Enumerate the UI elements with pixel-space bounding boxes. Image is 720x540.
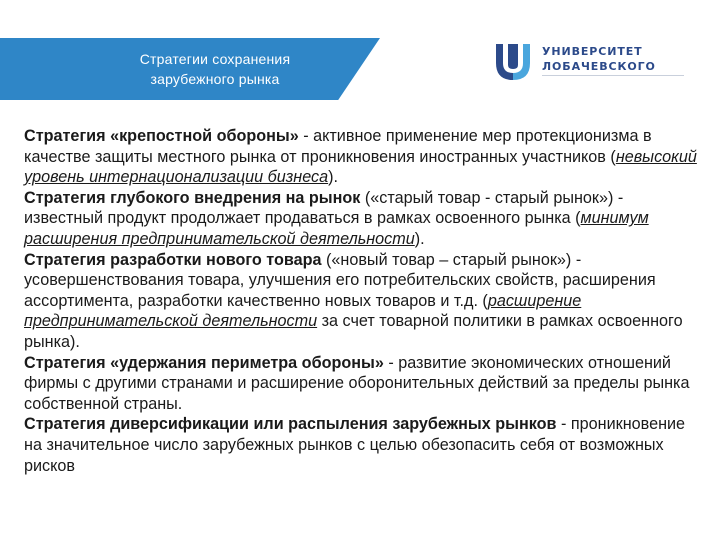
page-title — [90, 49, 340, 89]
strategy-name: Стратегия глубокого внедрения на рынок — [24, 188, 361, 207]
strategy-name: Стратегия «крепостной обороны» — [24, 127, 299, 145]
strategies-text — [24, 126, 704, 476]
logo-wordmark — [542, 44, 656, 74]
strategy-description: - развитие экономических отношений фирмы с другими странами и расширение оборонительных действий за пределы рынка собственной страны. — [24, 353, 690, 413]
strategy-description: - проникновение на значительное число зарубежных рынков с целью обезопасить себя от возможных рисков — [24, 415, 686, 475]
logo-line-2: ЛОБАЧЕВСКОГО — [542, 60, 656, 73]
logo-line-1: УНИВЕРСИТЕТ — [542, 45, 643, 58]
strategy-paragraph — [24, 126, 704, 188]
strategy-note: расширение предпринимательской деятельности — [24, 291, 582, 331]
logo-divider — [542, 75, 684, 76]
strategy-note: невысокий уровень интернационализации бизнеса — [24, 147, 697, 187]
page-title-line-1: Стратегии сохранения — [139, 51, 291, 67]
strategy-description-end: ). — [328, 168, 338, 187]
strategy-paragraph — [24, 188, 704, 250]
strategy-description: («старый товар - старый рынок») - известный продукт продолжает продаваться в рамках освоенного рынка ( — [24, 188, 624, 228]
strategy-description-end: ). — [414, 229, 425, 248]
strategy-paragraph — [24, 414, 704, 476]
strategy-note: минимум расширения предпринимательской деятельности — [24, 209, 649, 248]
strategy-description: - активное применение мер протекционизма в качестве защиты местного рынка от проникновения иностранных участников ( — [24, 127, 652, 166]
page-title-line-2: зарубежного рынка — [150, 71, 280, 87]
university-logo — [492, 40, 702, 84]
strategy-paragraph — [24, 250, 704, 353]
university-u-icon — [492, 40, 534, 82]
strategy-name: Стратегия разработки нового товара — [24, 250, 322, 269]
strategy-name: Стратегия диверсификации или распыления зарубежных рынков — [24, 415, 557, 434]
strategy-description-end: за счет товарной политики в рамках освоенного рынка). — [24, 312, 683, 351]
strategy-name: Стратегия «удержания периметра обороны» — [24, 353, 384, 372]
strategy-description: («новый товар – старый рынок») - усовершенствования товара, улучшения его потребительских свойств, расширения ассортимента, разработки качественно новых товаров и т.д. ( — [24, 250, 656, 310]
strategy-paragraph — [24, 353, 704, 415]
